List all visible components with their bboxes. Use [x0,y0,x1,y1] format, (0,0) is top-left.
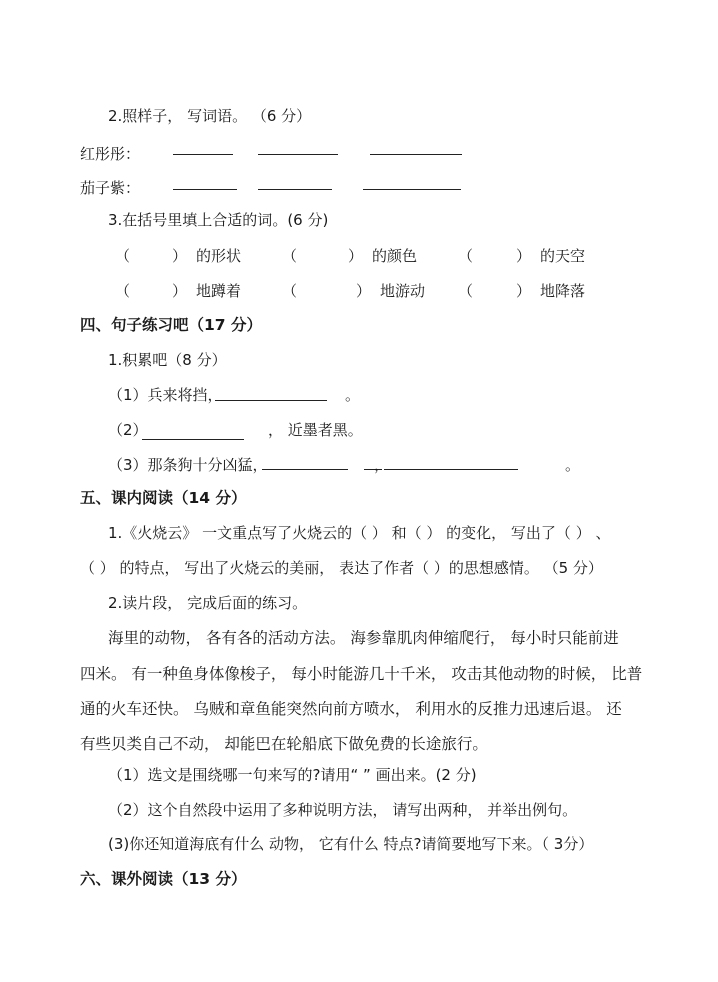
blank[interactable] [384,469,518,470]
sentence-1: （1）兵来将挡， [108,386,223,404]
q3-word: 地降落 [540,282,586,300]
paren-close: ） [172,282,188,300]
q2-row1-label: 红彤彤： [80,145,141,163]
sub-question-2: （2）这个自然段中运用了多种说明方法， 请写出两种， 并举出例句。 [108,801,578,819]
paren-open: （ [115,247,131,265]
q3-word: 的天空 [540,247,586,265]
blank[interactable] [173,154,233,155]
paren-open: （ [282,247,298,265]
blank[interactable] [215,400,327,401]
blank[interactable] [370,154,462,155]
blank[interactable] [262,469,348,470]
sec5-q1-line1: 1.《火烧云》 一文重点写了火烧云的（ ） 和（ ） 的变化， 写出了（ ） 、 [108,524,611,542]
q3-title: 3.在括号里填上合适的词。(6 分) [108,211,329,229]
paren-open: （ [115,282,131,300]
q3-word: 地游动 [380,282,426,300]
sentence-2-suffix: ， 近墨者黑。 [268,421,363,439]
q3-word: 地蹲着 [196,282,242,300]
q2-title: 2.照样子， 写词语。 （6 分） [108,107,312,125]
paren-open: （ [282,282,298,300]
period: 。 [565,456,581,474]
sub-question-3: (3)你还知道海底有什么 动物， 它有什么 特点?请简要地写下来。（ 3分） [108,835,594,853]
paren-open: （ [458,247,474,265]
passage-line: 有些贝类自己不动， 却能巴在轮船底下做免费的长途旅行。 [80,735,488,753]
paren-open: （ [458,282,474,300]
blank[interactable] [363,189,461,190]
sentence-3: （3）那条狗十分凶猛， [108,456,268,474]
blank[interactable] [258,154,338,155]
paren-close: ） [516,247,532,265]
sec5-q2-title: 2.读片段， 完成后面的练习。 [108,594,308,612]
sub-question-1: （1）选文是围绕哪一句来写的?请用“ ” 画出来。(2 分) [108,766,477,784]
paren-close: ） [172,247,188,265]
paren-close: ） [356,282,372,300]
blank[interactable] [258,189,332,190]
period: 。 [345,386,361,404]
blank[interactable] [173,189,237,190]
sec4-q1-title: 1.积累吧（8 分） [108,351,227,369]
passage-line: 海里的动物， 各有各的活动方法。 海参靠肌肉伸缩爬行， 每小时只能前进 [108,629,619,647]
section-4-heading: 四、句子练习吧（17 分） [80,316,262,334]
q3-word: 的颜色 [372,247,418,265]
paren-close: ） [348,247,364,265]
paren-close: ） [516,282,532,300]
comma: ， [374,456,390,474]
sec5-q1-line2: （ ） 的特点， 写出了火烧云的美丽， 表达了作者（ ）的思想感情。 （5 分） [80,559,603,577]
sentence-2: （2） [108,421,148,439]
section-5-heading: 五、课内阅读（14 分） [80,489,247,507]
passage-line: 四米。 有一种鱼身体像梭子， 每小时能游几十千米， 攻击其他动物的时候， 比普 [80,665,643,683]
passage-line: 通的火车还快。 乌贼和章鱼能突然向前方喷水， 利用水的反推力迅速后退。 还 [80,700,622,718]
q3-word: 的形状 [196,247,242,265]
q2-row2-label: 茄子紫： [80,179,141,197]
section-6-heading: 六、课外阅读（13 分） [80,870,247,888]
blank[interactable] [142,439,244,440]
